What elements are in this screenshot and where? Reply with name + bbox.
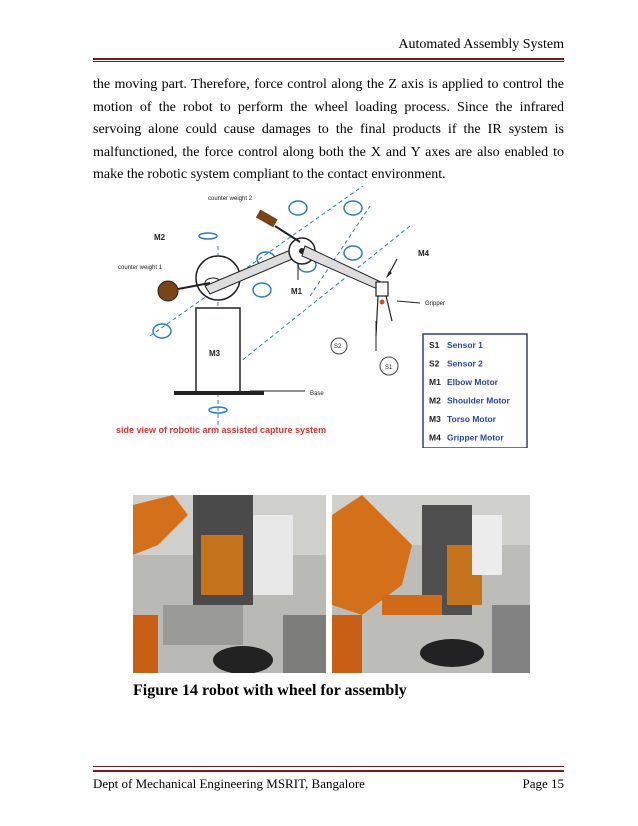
legend-code: M3: [429, 414, 441, 424]
label-base: Base: [310, 391, 324, 397]
body-paragraph: the moving part. Therefore, force control along the Z axis is applied to control the motion of the robot to perform the wheel loading process. Since the infrared servoing alone could cause damages to the final products if the IR system is malfunctioned, the force control along both the X and Y axes are also enabled to make the robotic system compliant to the contact environment.: [93, 77, 564, 182]
robot-photo-right: [332, 495, 530, 673]
robot-photo-left: [133, 495, 326, 673]
footer-department: Dept of Mechanical Engineering MSRIT, Bangalore: [93, 776, 365, 791]
diagram-caption: side view of robotic arm assisted capture system: [116, 425, 327, 435]
legend-name: Sensor 2: [447, 358, 483, 369]
legend-code: M4: [429, 432, 441, 443]
robotic-arm-diagram: [110, 186, 540, 448]
legend-code: S2: [429, 358, 440, 369]
legend-name: Shoulder Motor: [447, 395, 510, 406]
footer-rule-thin: [93, 766, 564, 767]
figure-caption: Figure 14 robot with wheel for assembly: [133, 682, 407, 699]
label-m2: M2: [154, 233, 166, 242]
legend-name: Gripper Motor: [447, 432, 504, 443]
label-m4: M4: [418, 249, 430, 258]
header-rule: [93, 58, 564, 60]
legend-code: S1: [429, 340, 440, 350]
label-m1: M1: [291, 287, 303, 296]
label-s1: S1: [385, 365, 393, 371]
label-counter-weight-2: counter weight 2: [208, 196, 253, 202]
label-counter-weight-1: counter weight 1: [118, 265, 163, 271]
label-s2: S2: [334, 344, 342, 350]
footer-page-number: Page 15: [522, 776, 564, 791]
legend-code: M2: [429, 395, 441, 406]
legend-name: Torso Motor: [447, 414, 496, 424]
legend-code: M1: [429, 377, 441, 387]
label-gripper: Gripper: [425, 301, 446, 307]
header-title: Automated Assembly System: [398, 37, 564, 52]
header-rule-thin: [93, 61, 564, 62]
footer-rule: [93, 770, 564, 772]
legend-name: Elbow Motor: [447, 377, 498, 387]
legend-name: Sensor 1: [447, 340, 483, 350]
label-m3: M3: [209, 349, 221, 358]
